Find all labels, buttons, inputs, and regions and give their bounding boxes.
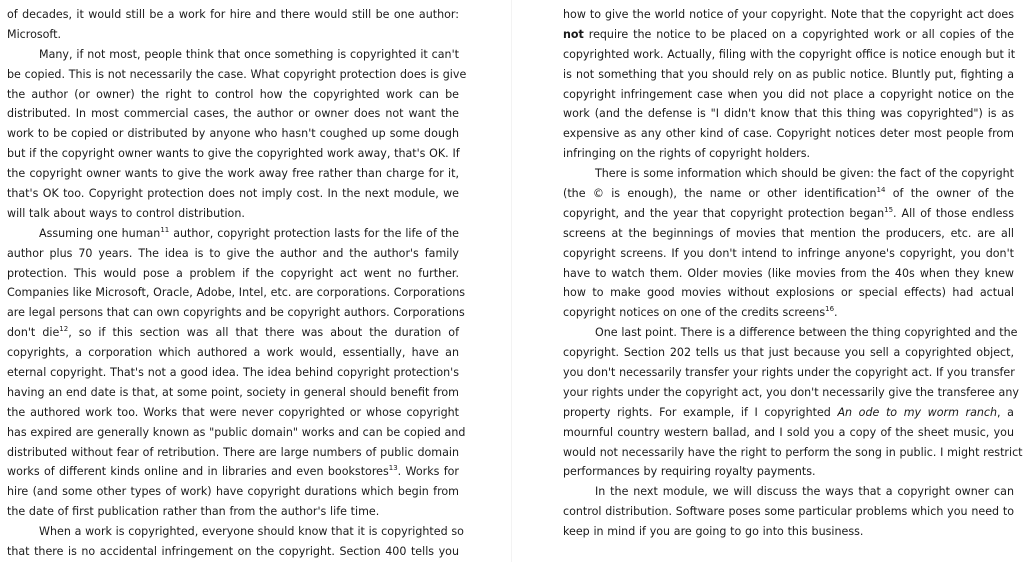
text-line: would not necessarily have the right to perform the song in public. I might restrict	[563, 445, 1023, 459]
text-line	[563, 303, 1014, 323]
emphasis-not: not	[563, 27, 584, 41]
text-run: .	[834, 306, 838, 320]
text-line: the date of first publication rather than from the author's life time.	[7, 505, 380, 519]
footnote-ref: 12	[59, 325, 69, 334]
text-run: or	[748, 187, 760, 201]
text-line: mournful country western ballad, and I sold you a copy of the sheet music, you	[563, 425, 1014, 439]
text-line: Microsoft.	[7, 27, 62, 41]
text-run: the	[910, 187, 929, 201]
text-line: eternal copyright. That's not a good idea. The idea behind copyright protection's	[7, 366, 459, 380]
text-run: of	[977, 187, 989, 201]
right-page-text	[563, 5, 1023, 542]
footnote-ref: 15	[884, 205, 894, 214]
text-run: property rights. For example, if I copyrighted	[563, 405, 831, 419]
text-line: is not something that you should rely on as public notice. Bluntly put, fighting a	[563, 67, 1014, 81]
text-run: other	[767, 187, 797, 201]
text-run: copyright, and the year that copyright protection began	[563, 206, 885, 220]
text-run: don't die	[7, 326, 60, 340]
text-run: . Works for	[397, 465, 459, 479]
text-line: There is some information which should be given: the fact of the copyright	[595, 167, 1014, 181]
text-line: hire (and some other types of work) have copyright durations which begin from	[7, 485, 459, 499]
footnote-ref: 13	[388, 464, 398, 473]
left-page-text	[7, 5, 467, 562]
text-line	[563, 25, 1014, 45]
text-run: name	[709, 187, 742, 201]
text-run: works of different kinds online and in libraries and even bookstores	[7, 465, 389, 479]
text-line	[563, 403, 1014, 423]
text-line: but if the copyright owner wants to give the copyrighted work away, that's OK. If	[7, 147, 460, 161]
text-run: the	[684, 187, 703, 201]
text-line: One last point. There is a difference between the thing copyrighted and the	[595, 326, 1018, 340]
page-gutter	[511, 0, 512, 562]
text-line: Many, if not most, people think that once something is copyrighted it can't	[39, 47, 459, 61]
text-line: keep in mind if you are going to go into this business.	[563, 525, 864, 539]
text-line: that there is no accidental infringement on the copyright. Section 400 tells you	[7, 545, 459, 559]
text-line: protection. This would pose a problem if the copyright act went no further.	[7, 266, 459, 280]
footnote-ref: 16	[825, 305, 835, 314]
text-run: is	[611, 187, 621, 201]
text-line: of decades, it would still be a work for hire and there would still be one author:	[7, 8, 459, 21]
text-run: Assuming one human	[39, 226, 161, 240]
text-run: identification$^{14}$	[803, 186, 886, 201]
text-line: author plus 70 years. The idea is to give the author and the author's family	[7, 246, 459, 260]
text-line: you don't necessarily transfer your rights under the copyright act. If you transfer	[563, 366, 1015, 380]
copyright-symbol: ©	[592, 187, 604, 201]
footnote-ref: 11	[160, 225, 170, 234]
text-line: the authored work too. Works that were never copyrighted or whose copyright	[7, 405, 459, 419]
text-line: control distribution. Software poses some particular problems which you need to	[563, 505, 1014, 519]
text-line: how to make good movies without explosions or special effects) had actual	[563, 286, 1014, 300]
text-line: having an end date is that, at some point, society in general should benefit from	[7, 385, 459, 399]
text-line: screens at the beginnings of movies that mention the producers, etc. are all	[563, 226, 1014, 240]
text-line	[7, 462, 459, 482]
text-line: be copied. This is not necessarily the case. What copyright protection does is give	[7, 67, 467, 81]
text-line: your rights under the copyright act, you don't necessarily give the transferee any	[563, 385, 1019, 399]
text-line	[7, 323, 459, 343]
text-line	[563, 184, 1014, 204]
song-title: An ode to my worm ranch	[837, 405, 998, 419]
text-run: , so if this section was all that there was about the duration of	[68, 326, 459, 340]
text-line: copyright infringement case when you did not place a copyright notice on the	[563, 87, 1014, 101]
footnote-ref: 14	[876, 186, 886, 195]
text-line: performances by requiring royalty payments.	[563, 465, 816, 479]
text-line: will talk about ways to control distribution.	[7, 206, 245, 220]
text-line: has expired are generally known as "public domain" works and can be copied and	[7, 425, 466, 439]
text-line	[563, 204, 1014, 224]
text-line: have to watch them. Older movies (like movies from the 40s when they knew	[563, 266, 1014, 280]
text-line: distributed. In most commercial cases, the author or owner does not want the	[7, 107, 459, 121]
text-run: of	[892, 187, 904, 201]
text-line: work (and the defense is "I didn't know that this thing was copyrighted") is as	[563, 107, 1014, 121]
text-run: enough),	[627, 187, 677, 201]
text-line: copyright screens. If you don't intend to infringe anyone's copyright, you don't	[563, 246, 1014, 260]
text-run: . All of those endless	[893, 206, 1014, 220]
text-line: that's OK too. Copyright protection does not imply cost. In the next module, we	[7, 187, 459, 201]
text-line: copyrights, a corporation which authored a work would, essentially, have an	[7, 346, 459, 360]
text-line: are legal persons that can own copyrights and be copyright authors. Corporations	[7, 306, 465, 320]
text-line: work to be copied or distributed by anyone who hasn't coughed up some dough	[7, 127, 459, 141]
text-run: author, copyright protection lasts for the life of the	[173, 226, 459, 240]
text-line: copyrighted work. Actually, filing with the copyright office is notice enough but it	[563, 47, 1016, 61]
text-line: the copyright owner wants to give the work away free rather than charge for it,	[7, 167, 459, 181]
text-run: require the notice to be placed on a copyrighted work or all copies of the	[588, 27, 1014, 41]
text-line	[7, 224, 459, 244]
text-run: the	[995, 187, 1014, 201]
text-run: owner	[936, 187, 971, 201]
text-line: In the next module, we will discuss the ways that a copyright owner can	[595, 485, 1014, 499]
text-line: copyright. Section 202 tells us that just because you sell a copyrighted object,	[563, 346, 1014, 360]
text-line: expensive as any other kind of case. Copyright notices deter most people from	[563, 127, 1014, 141]
text-line: how to give the world notice of your copyright. Note that the copyright act does	[563, 8, 1014, 21]
text-line: distributed without fear of retribution. There are large numbers of public domain	[7, 445, 459, 459]
text-line: When a work is copyrighted, everyone should know that it is copyrighted so	[39, 525, 464, 539]
text-run: (the	[563, 187, 586, 201]
text-line: the author (or owner) the right to control how the copyrighted work can be	[7, 87, 459, 101]
text-line: infringing on the rights of copyright holders.	[563, 147, 811, 161]
text-line: Companies like Microsoft, Oracle, Adobe, Intel, etc. are corporations. Corporations	[7, 286, 466, 300]
text-run: , a	[997, 405, 1014, 419]
text-run: copyright notices on one of the credits screens	[563, 306, 826, 320]
